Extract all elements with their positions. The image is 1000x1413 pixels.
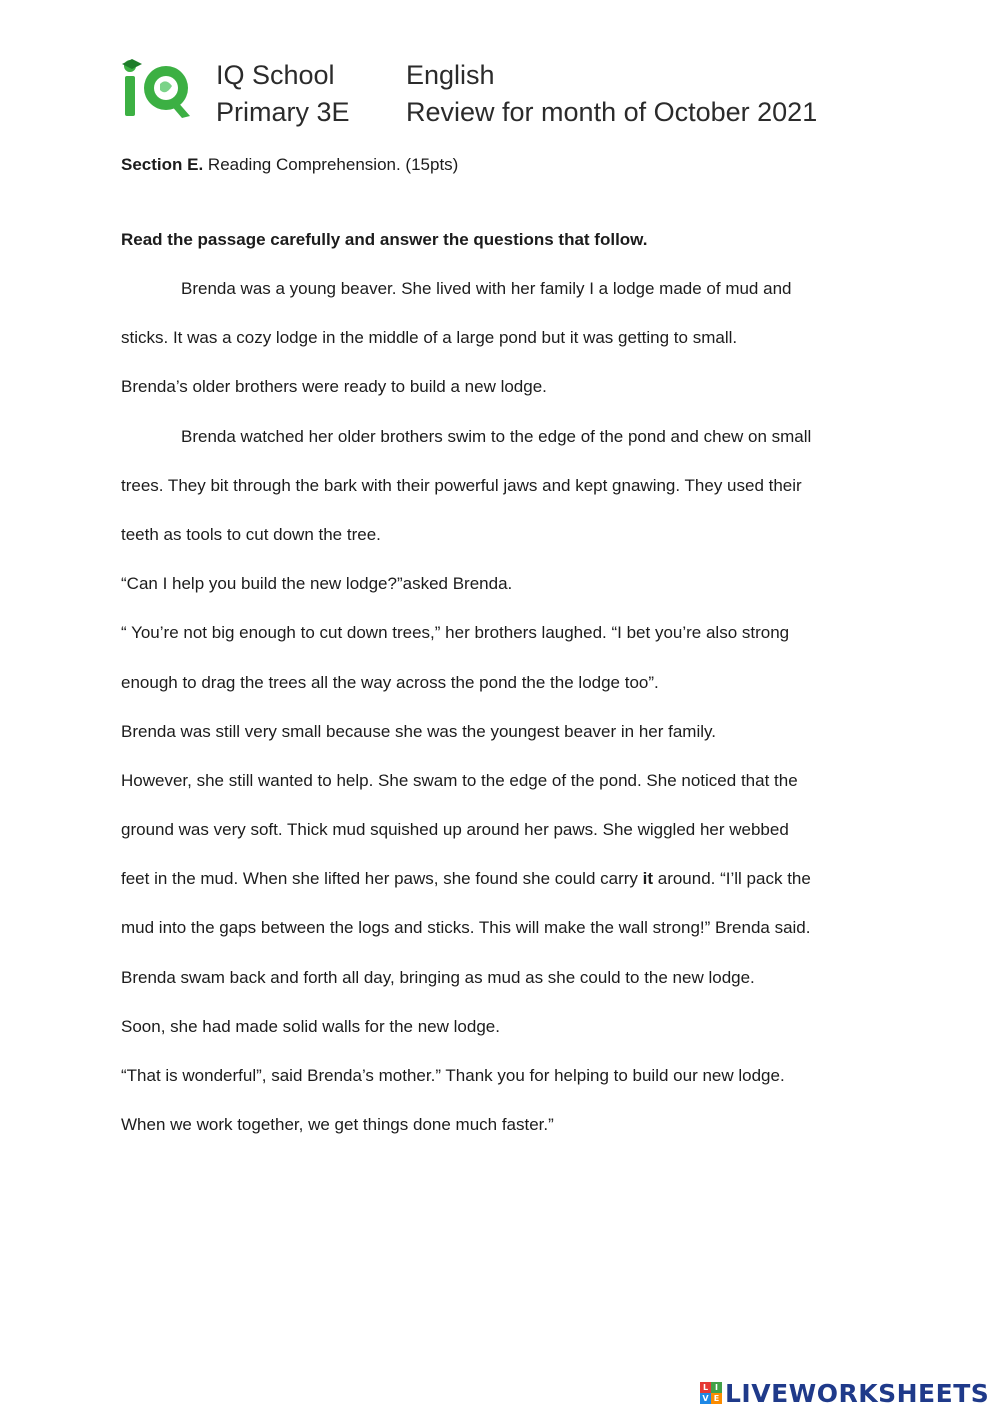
section-title: Reading Comprehension. (15pts) xyxy=(203,155,459,174)
passage-line: Soon, she had made solid walls for the new lodge. xyxy=(121,1016,500,1036)
passage-line: When we work together, we get things done much faster.” xyxy=(121,1115,554,1135)
passage-line: “That is wonderful”, said Brenda’s mother.” Thank you for helping to build our new lodge. xyxy=(121,1066,785,1085)
liveworksheets-brand: LIVEWORKSHEETS xyxy=(725,1378,990,1408)
review-title: Review for month of October 2021 xyxy=(406,97,818,127)
emphasized-word: it xyxy=(642,869,654,889)
passage-line: teeth as tools to cut down the tree. xyxy=(121,524,381,544)
passage-line: mud into the gaps between the logs and sticks. This will make the wall strong!” Brenda said. xyxy=(121,918,811,938)
passage-line: However, she still wanted to help. She swam to the edge of the pond. She noticed that the xyxy=(121,770,798,790)
passage-line: ground was very soft. Thick mud squished up around her paws. She wiggled her webbed xyxy=(121,820,789,840)
liveworksheets-logo-icon xyxy=(700,1382,722,1404)
passage-line: enough to drag the trees all the way across the pond the the lodge too”. xyxy=(121,672,659,692)
passage-line: Brenda watched her older brothers swim to the edge of the pond and chew on small xyxy=(181,426,812,446)
section-label: Section E. xyxy=(121,155,204,174)
passage-line: Brenda was a young beaver. She lived with her family I a lodge made of mud and xyxy=(181,279,792,298)
badge-letter: I xyxy=(711,1382,722,1393)
grade-label: Primary 3E xyxy=(216,97,350,127)
passage-text: feet in the mud. When she lifted her paws, she found she could carry xyxy=(121,869,643,889)
iq-school-logo xyxy=(120,56,196,122)
liveworksheets-watermark xyxy=(700,1378,989,1408)
passage-line: sticks. It was a cozy lodge in the middle of a large pond but it was getting to small. xyxy=(121,328,738,348)
badge-letter: E xyxy=(711,1393,722,1404)
school-name: IQ School xyxy=(216,60,335,90)
passage-line: Brenda’s older brothers were ready to build a new lodge. xyxy=(121,377,547,397)
passage-line: Brenda swam back and forth all day, bringing as mud as she could to the new lodge. xyxy=(121,967,755,987)
badge-letter: L xyxy=(700,1382,711,1393)
passage-line: Brenda was still very small because she was the youngest beaver in her family. xyxy=(121,721,716,741)
instruction-text: Read the passage carefully and answer the questions that follow. xyxy=(121,230,648,249)
section-heading xyxy=(121,155,458,175)
subject-name: English xyxy=(406,60,495,90)
passage-line: “ You’re not big enough to cut down trees,” her brothers laughed. “I bet you’re also strong xyxy=(121,623,790,643)
passage-line xyxy=(121,867,891,916)
page-header xyxy=(0,0,1000,140)
badge-letter: V xyxy=(700,1393,711,1404)
reading-passage xyxy=(121,277,891,1162)
passage-line: “Can I help you build the new lodge?”asked Brenda. xyxy=(121,574,513,594)
passage-line: trees. They bit through the bark with their powerful jaws and kept gnawing. They used their xyxy=(121,475,802,495)
passage-text: around. “I’ll pack the xyxy=(653,869,811,889)
